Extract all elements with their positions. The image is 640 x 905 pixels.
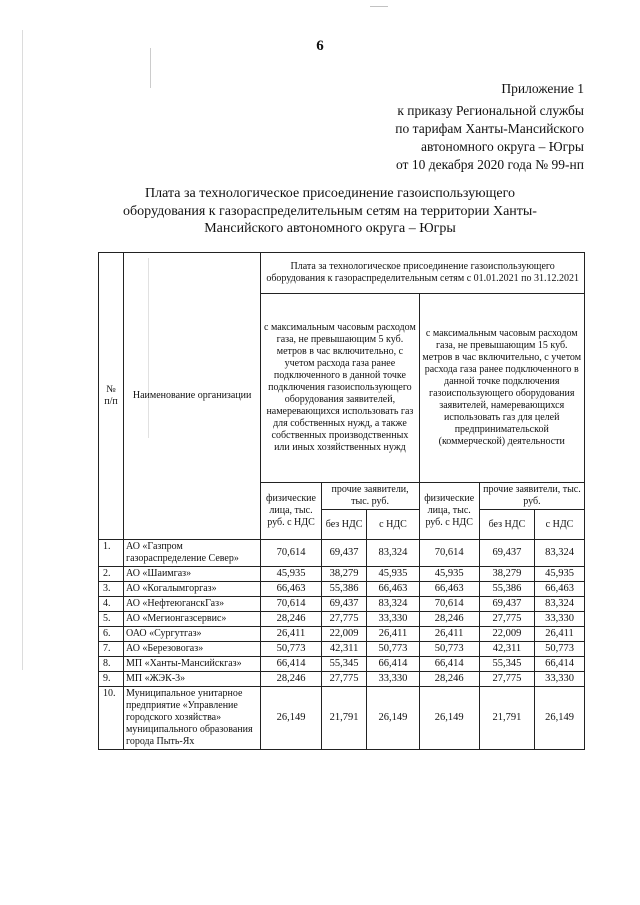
row-number: 1. [99,540,124,567]
subheader-without-vat: без НДС [479,510,534,540]
value-cell: 26,149 [535,687,585,750]
value-cell: 28,246 [419,672,479,687]
value-cell: 70,614 [261,540,321,567]
table-row [99,597,585,612]
value-cell: 26,411 [367,627,419,642]
value-cell: 27,775 [321,612,367,627]
value-cell: 70,614 [261,597,321,612]
value-cell: 50,773 [367,642,419,657]
value-cell: 26,411 [261,627,321,642]
value-cell: 28,246 [261,672,321,687]
table-row [99,567,585,582]
main-header: Плата за технологическое присоединение газоиспользующего оборудования к газораспределительным сетям с 01.01.2021 по 31.12.2021 [261,253,585,294]
row-number: 4. [99,597,124,612]
value-cell: 55,386 [479,582,534,597]
organization-name: АО «Когалымгоргаз» [123,582,260,597]
appendix-line: автономного округа – Югры [421,139,584,154]
value-cell: 45,935 [419,567,479,582]
table-row [99,657,585,672]
subheader-with-vat: с НДС [535,510,585,540]
subheader-with-vat: с НДС [367,510,419,540]
value-cell: 26,149 [367,687,419,750]
appendix-block [395,80,584,174]
value-cell: 33,330 [535,672,585,687]
document-title: Плата за технологическое присоединение газоиспользующего оборудования к газораспределительным сетям на территории Ханты-Мансийского автономного округа – Югры [123,186,537,236]
value-cell: 55,345 [479,657,534,672]
row-number: 2. [99,567,124,582]
value-cell: 69,437 [321,597,367,612]
value-cell: 33,330 [367,612,419,627]
value-cell: 26,411 [419,627,479,642]
row-number: 7. [99,642,124,657]
value-cell: 55,345 [321,657,367,672]
value-cell: 38,279 [479,567,534,582]
value-cell: 66,414 [535,657,585,672]
subheader-other-applicants: прочие заявители, тыс. руб. [321,483,419,510]
value-cell: 26,411 [535,627,585,642]
value-cell: 69,437 [321,540,367,567]
appendix-line: по тарифам Ханты-Мансийского [395,121,584,136]
table-row [99,642,585,657]
value-cell: 45,935 [261,567,321,582]
value-cell: 50,773 [261,642,321,657]
table-row [99,672,585,687]
subheader-without-vat: без НДС [321,510,367,540]
value-cell: 83,324 [367,540,419,567]
value-cell: 22,009 [321,627,367,642]
value-cell: 66,463 [419,582,479,597]
appendix-heading: Приложение 1 [501,81,584,96]
page-number: 6 [316,38,324,54]
subheader-other-applicants: прочие заявители, тыс. руб. [479,483,584,510]
value-cell: 70,614 [419,540,479,567]
value-cell: 28,246 [419,612,479,627]
subheader-individuals: физические лица, тыс. руб. с НДС [419,483,479,540]
value-cell: 26,149 [419,687,479,750]
value-cell: 21,791 [321,687,367,750]
value-cell: 45,935 [367,567,419,582]
value-cell: 66,463 [535,582,585,597]
value-cell: 70,614 [419,597,479,612]
value-cell: 50,773 [419,642,479,657]
table-row [99,627,585,642]
row-number: 8. [99,657,124,672]
row-number: 5. [99,612,124,627]
value-cell: 26,149 [261,687,321,750]
value-cell: 66,414 [419,657,479,672]
value-cell: 50,773 [535,642,585,657]
tariff-table [98,252,585,750]
value-cell: 38,279 [321,567,367,582]
row-number: 10. [99,687,124,750]
organization-name: МП «Ханты-Мансийскгаз» [123,657,260,672]
value-cell: 21,791 [479,687,534,750]
value-cell: 66,463 [261,582,321,597]
value-cell: 45,935 [535,567,585,582]
value-cell: 66,463 [367,582,419,597]
row-number: 9. [99,672,124,687]
value-cell: 66,414 [261,657,321,672]
value-cell: 33,330 [535,612,585,627]
table-row [99,540,585,567]
value-cell: 69,437 [479,597,534,612]
value-cell: 55,386 [321,582,367,597]
organization-name: АО «Газпром газораспределение Север» [123,540,260,567]
value-cell: 83,324 [535,597,585,612]
scan-artifact [22,30,23,670]
organization-name: ОАО «Сургутгаз» [123,627,260,642]
column-header-number: № п/п [99,253,124,540]
subheader-individuals: физические лица, тыс. руб. с НДС [261,483,321,540]
row-number: 3. [99,582,124,597]
group-header-own-needs: с максимальным часовым расходом газа, не превышающим 5 куб. метров в час включительно, с учетом расхода газа ранее подключенного в данной точке подключения газоиспользующего оборудования заявителей, намеревающихся использовать газ для собственных нужд, а также собственных производственных или иных хозяйственных нужд [261,294,419,483]
value-cell: 22,009 [479,627,534,642]
appendix-line: к приказу Региональной службы [397,103,584,118]
value-cell: 69,437 [479,540,534,567]
organization-name: АО «Шаимгаз» [123,567,260,582]
value-cell: 28,246 [261,612,321,627]
value-cell: 42,311 [479,642,534,657]
value-cell: 27,775 [479,612,534,627]
value-cell: 83,324 [367,597,419,612]
value-cell: 27,775 [321,672,367,687]
organization-name: АО «Мегионгазсервис» [123,612,260,627]
value-cell: 27,775 [479,672,534,687]
column-header-organization: Наименование организации [123,253,260,540]
row-number: 6. [99,627,124,642]
value-cell: 33,330 [367,672,419,687]
organization-name: МП «ЖЭК-3» [123,672,260,687]
value-cell: 83,324 [535,540,585,567]
organization-name: Муниципальное унитарное предприятие «Управление городского хозяйства» муниципального образования города Пыть-Ях [123,687,260,750]
appendix-line: от 10 декабря 2020 года № 99-нп [395,157,584,172]
group-header-commercial: с максимальным часовым расходом газа, не превышающим 15 куб. метров в час включительно, с учетом расхода газа ранее подключенного в данной точке подключения газоиспользующего оборудования заявителей, намеревающихся использовать газ для целей предпринимательской (коммерческой) деятельности [419,294,585,483]
value-cell: 42,311 [321,642,367,657]
scan-artifact [370,6,388,7]
organization-name: АО «Березовогаз» [123,642,260,657]
organization-name: АО «НефтеюганскГаз» [123,597,260,612]
table-row [99,612,585,627]
value-cell: 66,414 [367,657,419,672]
table-row [99,687,585,750]
table-row [99,582,585,597]
